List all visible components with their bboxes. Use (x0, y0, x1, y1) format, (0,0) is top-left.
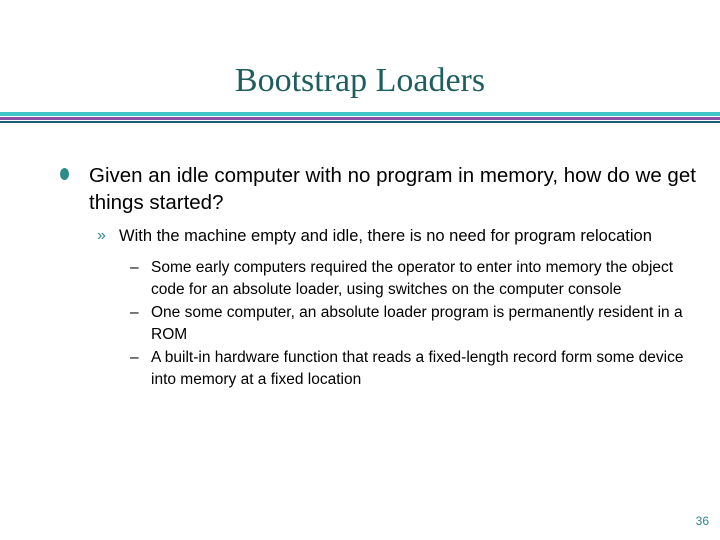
slide-body (60, 162, 700, 391)
double-chevron-icon: » (97, 227, 106, 244)
bullet-level-3 (60, 257, 700, 301)
bullet-level-3 (60, 347, 700, 391)
bullet-level-3-text: A built-in hardware function that reads a fixed-length record form some device into memory at a fixed location (151, 349, 684, 388)
slide-title: Bootstrap Loaders (234, 62, 486, 99)
bullet-level-3-text: Some early computers required the operator to enter into memory the object code for an absolute loader, using switches on the computer console (151, 259, 674, 298)
bullet-level-1-text: Given an idle computer with no program in memory, how do we get things started? (89, 164, 696, 214)
dash-icon: – (130, 349, 139, 366)
title-divider-purple (0, 117, 720, 120)
bullet-level-3-text: One some computer, an absolute loader program is permanently resident in a ROM (151, 304, 683, 343)
title-divider-teal (0, 112, 720, 116)
dash-icon: – (130, 304, 139, 321)
dash-icon: – (130, 259, 139, 276)
bullet-level-1 (60, 162, 700, 216)
page-number: 36 (695, 514, 709, 528)
bullet-level-2 (60, 225, 700, 247)
bullet-level-3 (60, 302, 700, 346)
title-divider-navy (0, 121, 720, 123)
bullet-level-2-text: With the machine empty and idle, there is no need for program relocation (119, 227, 652, 245)
round-bullet-icon (60, 168, 69, 180)
